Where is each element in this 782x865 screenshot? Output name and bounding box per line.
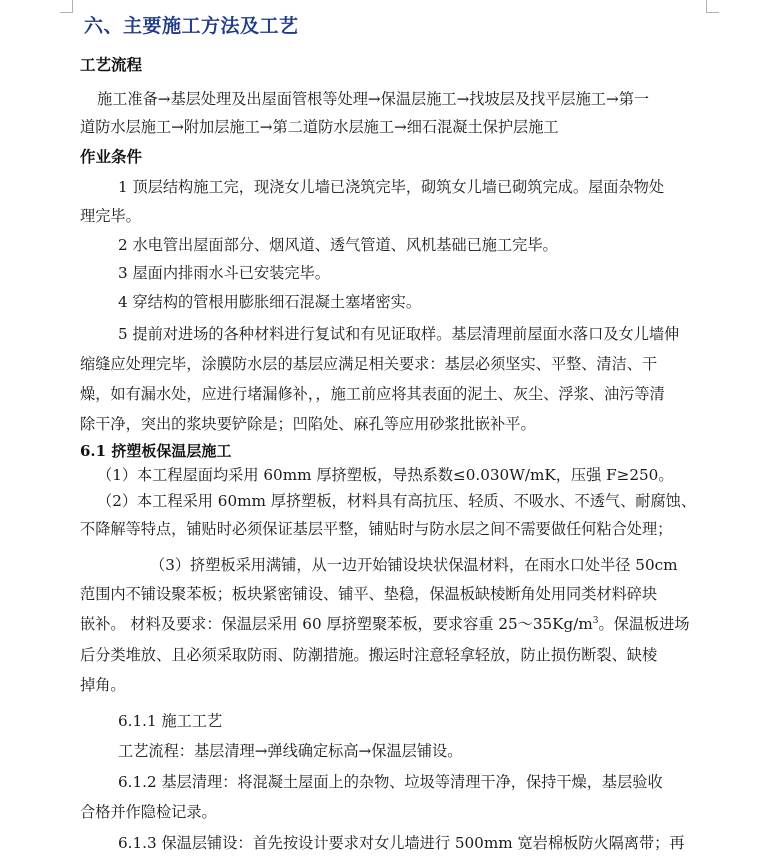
- page-corner-mark-left: [60, 0, 73, 13]
- section-6-1-3-line-1: 6.1.3 保温层铺设：首先按设计要求对女儿墙进行 500mm 宽岩棉板防火隔离带；再: [118, 834, 685, 852]
- process-line-2: 道防水层施工→附加层施工→第二道防水层施工→细石混凝土保护层施工: [80, 118, 559, 136]
- process-flow-6-1-1: 工艺流程：基层清理→弹线确定标高→保温层铺设。: [118, 742, 463, 760]
- section-6-1-1-heading: 6.1.1 施工工艺: [118, 712, 223, 730]
- process-line-1: 施工准备→基层处理及出屋面管根等处理→保温层施工→找坡层及找平层施工→第一: [97, 90, 650, 108]
- conditions-heading: 作业条件: [80, 147, 143, 166]
- section-6-1-item-3-line-5: 掉角。: [80, 676, 126, 694]
- condition-2: 2 水电管出屋面部分、烟风道、透气管道、风机基础已施工完毕。: [118, 236, 558, 254]
- section-6-1-item-3-line-3: [80, 614, 690, 634]
- process-heading: 工艺流程: [80, 55, 143, 74]
- page-corner-mark-right: [706, 0, 719, 13]
- superscript-3: 3: [592, 615, 599, 626]
- section-title: 六、主要施工方法及工艺: [84, 15, 299, 37]
- condition-5-line-4: 除干净，突出的浆块要铲除是；凹陷处、麻孔等应用砂浆批嵌补平。: [80, 415, 536, 433]
- condition-5-line-3: 燥，如有漏水处，应进行堵漏修补，，施工前应将其表面的泥土、灰尘、浮浆、油污等清: [80, 385, 665, 403]
- section-6-1-item-3-line-4: 后分类堆放、且必须采取防雨、防潮措施。搬运时注意轻拿轻放，防止损伤断裂、缺棱: [80, 646, 658, 664]
- section-6-1-heading: 6.1 挤塑板保温层施工: [80, 442, 232, 460]
- condition-4: 4 穿结构的管根用膨胀细石混凝土塞堵密实。: [118, 293, 422, 311]
- section-6-1-2-line-1: 6.1.2 基层清理：将混凝土屋面上的杂物、垃圾等清理干净，保持干燥，基层验收: [118, 773, 663, 791]
- section-6-1-item-3-line-2: 范围内不铺设聚苯板；板块紧密铺设、铺平、垫稳，保温板缺棱断角处用同类材料碎块: [80, 585, 658, 603]
- condition-5-line-1: 5 提前对进场的各种材料进行复试和有见证取样。基层清理前屋面水落口及女儿墙伸: [118, 325, 680, 343]
- item-3-line-3-text-b: 。保温板进场: [598, 615, 690, 633]
- condition-1-line-1: 1 顶层结构施工完，现浇女儿墙已浇筑完毕，砌筑女儿墙已砌筑完成。屋面杂物处: [118, 178, 665, 196]
- section-6-1-item-3-line-1: （3）挤塑板采用满铺，从一边开始铺设块状保温材料，在雨水口处半径 50cm: [150, 556, 678, 574]
- condition-1-line-2: 理完毕。: [80, 207, 141, 225]
- condition-5-line-2: 缩缝应处理完毕，涂膜防水层的基层应满足相关要求：基层必须坚实、平整、清洁、干: [80, 355, 658, 373]
- item-3-line-3-text-a: 嵌补。 材料及要求：保温层采用 60 厚挤塑聚苯板，要求容重 25～35Kg/m: [80, 615, 593, 633]
- section-6-1-item-1: （1）本工程屋面均采用 60mm 厚挤塑板，导热系数≤0.030W/mK，压强 F≥250。: [97, 466, 674, 484]
- section-6-1-item-2-line-2: 不降解等特点，铺贴时必须保证基层平整，铺贴时与防水层之间不需要做任何粘合处理；: [80, 520, 673, 538]
- section-6-1-item-2-line-1: （2）本工程采用 60mm 厚挤塑板，材料具有高抗压、轻质、不吸水、不透气、耐腐蚀、: [97, 492, 697, 510]
- condition-3: 3 屋面内排雨水斗已安装完毕。: [118, 264, 330, 282]
- section-6-1-2-line-2: 合格并作隐检记录。: [80, 803, 217, 821]
